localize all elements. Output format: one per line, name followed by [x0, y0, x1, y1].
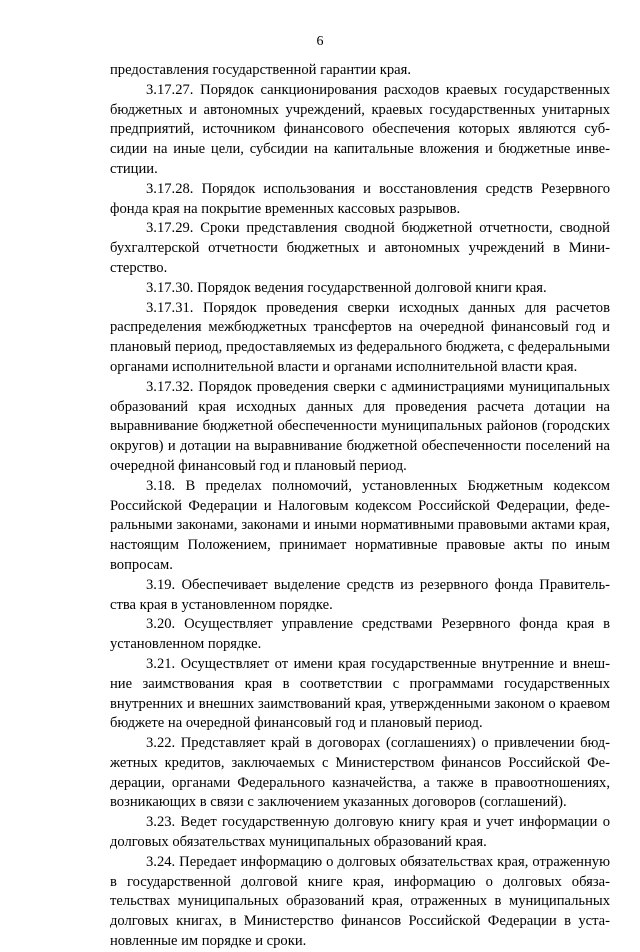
page-number: 6: [316, 34, 324, 49]
paragraph-3-17-28: 3.17.28. Порядок использования и восстановления средств Резервного фонда края на покрытие временных кассовых разрывов.: [110, 180, 610, 217]
document-body: [110, 61, 610, 952]
paragraph-3-17-32: 3.17.32. Порядок проведения сверки с администрациями муниципальных образований края исходных данных для проведения расчета дотации на выравнивание бюджетной обеспеченности муниципальных районов (городских округов) и дотации на выравнивание бюджетной обеспеченности поселений на очередной финансовый год и плановый период.: [110, 378, 610, 474]
paragraph-3-17-27: 3.17.27. Порядок санкционирования расходов краевых государственных бюджетных и автономных учреждений, краевых государственных унитарных предприятий, источником финансового обеспечения которых являются субсидии на иные цели, субсидии на капитальные вложения и бюджетные инвестиции.: [110, 81, 610, 177]
paragraph-3-17-31: 3.17.31. Порядок проведения сверки исходных данных для расчетов распределения межбюджетных трансфертов на очередной финансовый год и плановый период, предоставляемых из федерального бюджета, с федеральными органами исполнительной власти и органами исполнительной власти края.: [110, 299, 610, 375]
paragraph-3-17-30: 3.17.30. Порядок ведения государственной долговой книги края.: [146, 279, 547, 296]
paragraph-3-22: 3.22. Представляет край в договорах (соглашениях) о привлечении бюджетных кредитов, заключаемых с Министерством финансов Российской Федерации, органами Федерального казначейства, а также в правоотношениях, возникающих в связи с заключением указанных договоров (соглашений).: [110, 735, 610, 811]
paragraph-3-18: 3.18. В пределах полномочий, установленных Бюджетным кодексом Российской Федерации и Налоговым кодексом Российской Федерации, федеральными законами, законами и иными нормативными правовыми актами края, настоящим Положением, принимает нормативные правовые акты по иным вопросам.: [110, 477, 610, 573]
paragraph-3-24: 3.24. Передает информацию о долговых обязательствах края, отраженную в государственной долговой книге края, информацию о долговых обязательствах муниципальных образований края, отраженных в муниципальных долговых книгах, в Министерство финансов Российской Федерации в установленные им порядке и сроки.: [110, 853, 610, 950]
paragraph-3-19: 3.19. Обеспечивает выделение средств из резервного фонда Правительства края в установленном порядке.: [110, 576, 610, 613]
paragraph-continuation: предоставления государственной гарантии края.: [110, 62, 412, 78]
paragraph-3-20: 3.20. Осуществляет управление средствами Резервного фонда края в установленном порядке.: [110, 616, 610, 653]
paragraph-3-17-29: 3.17.29. Сроки представления сводной бюджетной отчетности, сводной бухгалтерской отчетности бюджетных и автономных учреждений в Министерство.: [110, 220, 610, 276]
paragraph-3-21: 3.21. Осуществляет от имени края государственные внутренние и внешние заимствования края в соответствии с программами государственных внутренних и внешних заимствований края, утвержденными законом о краевом бюджете на очередной финансовый год и плановый период.: [110, 655, 610, 732]
paragraph-3-23: 3.23. Ведет государственную долговую книгу края и учет информации о долговых обязательствах муниципальных образований края.: [110, 814, 610, 851]
